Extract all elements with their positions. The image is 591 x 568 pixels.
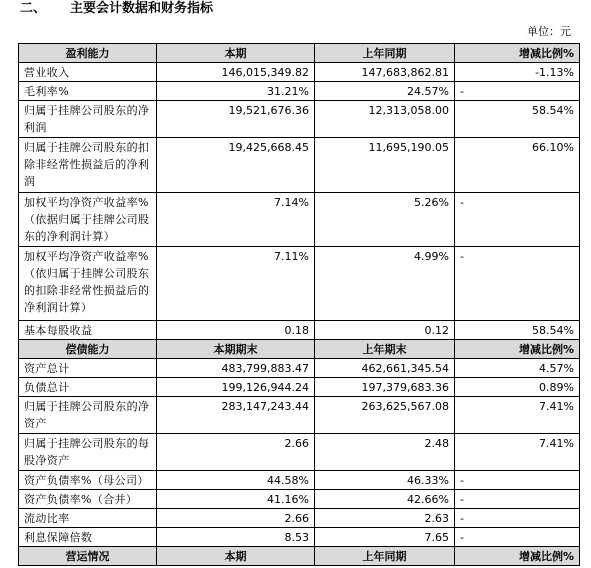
change-value: - (455, 82, 580, 101)
prior-value: 12,313,058.00 (315, 101, 455, 138)
change-value: - (455, 471, 580, 490)
prior-value: 24.57% (315, 82, 455, 101)
current-value: 7.11% (157, 247, 315, 321)
current-value: 483,799,883.47 (157, 359, 315, 378)
current-value: 7.14% (157, 193, 315, 247)
prior-value: 5.26% (315, 193, 455, 247)
section-title: 主要会计数据和财务指标 (70, 1, 214, 16)
prior-value: 197,379,683.36 (315, 378, 455, 397)
change-value: 58.54% (455, 101, 580, 138)
current-value: 0.18 (157, 321, 315, 340)
row-label: 毛利率% (19, 82, 157, 101)
header-cell: 偿债能力 (19, 340, 157, 359)
current-value: 44.58% (157, 471, 315, 490)
current-value: 31.21% (157, 82, 315, 101)
header-cell: 上年同期 (315, 44, 455, 63)
table-row (19, 101, 580, 138)
current-value: 146,015,349.82 (157, 63, 315, 82)
current-value: 41.16% (157, 490, 315, 509)
prior-value: 46.33% (315, 471, 455, 490)
row-label: 加权平均净资产收益率%（依据归属于挂牌公司股东的净利润计算） (19, 193, 157, 247)
table-header-operations (19, 547, 580, 566)
prior-value: 11,695,190.05 (315, 138, 455, 193)
header-cell: 营运情况 (19, 547, 157, 566)
current-value: 199,126,944.24 (157, 378, 315, 397)
row-label: 归属于挂牌公司股东的扣除非经常性损益后的净利润 (19, 138, 157, 193)
header-cell: 上年同期 (315, 547, 455, 566)
prior-value: 42.66% (315, 490, 455, 509)
current-value: 8.53 (157, 528, 315, 547)
prior-value: 462,661,345.54 (315, 359, 455, 378)
row-label: 利息保障倍数 (19, 528, 157, 547)
table-row (19, 490, 580, 509)
header-cell: 增减比例% (455, 340, 580, 359)
prior-value: 147,683,862.81 (315, 63, 455, 82)
current-value: 19,521,676.36 (157, 101, 315, 138)
current-value: 2.66 (157, 434, 315, 471)
current-value: 19,425,668.45 (157, 138, 315, 193)
change-value: - (455, 509, 580, 528)
change-value: - (455, 490, 580, 509)
header-cell: 本期期末 (157, 340, 315, 359)
table-row (19, 397, 580, 434)
table-row (19, 193, 580, 247)
change-value: 58.54% (455, 321, 580, 340)
table-row (19, 509, 580, 528)
header-cell: 增减比例% (455, 44, 580, 63)
table-row (19, 528, 580, 547)
change-value: -1.13% (455, 63, 580, 82)
financial-indicators-table (18, 43, 580, 566)
current-value: 2.66 (157, 509, 315, 528)
row-label: 资产负债率%（合并） (19, 490, 157, 509)
row-label: 流动比率 (19, 509, 157, 528)
header-cell: 本期 (157, 547, 315, 566)
change-value: - (455, 528, 580, 547)
change-value: 7.41% (455, 397, 580, 434)
prior-value: 263,625,567.08 (315, 397, 455, 434)
row-label: 归属于挂牌公司股东的净利润 (19, 101, 157, 138)
table-row (19, 247, 580, 321)
row-label: 负债总计 (19, 378, 157, 397)
table-header-solvency (19, 340, 580, 359)
unit-label: 单位：元 (527, 25, 571, 38)
prior-value: 2.48 (315, 434, 455, 471)
row-label: 营业收入 (19, 63, 157, 82)
table-row (19, 63, 580, 82)
change-value: 66.10% (455, 138, 580, 193)
table-row (19, 434, 580, 471)
change-value: 4.57% (455, 359, 580, 378)
row-label: 加权平均净资产收益率%（依归属于挂牌公司股东的扣除非经常性损益后的净利润计算） (19, 247, 157, 321)
header-cell: 增减比例% (455, 547, 580, 566)
table-row (19, 321, 580, 340)
table-row (19, 378, 580, 397)
section-number: 二、 (20, 1, 47, 16)
change-value: 0.89% (455, 378, 580, 397)
row-label: 基本每股收益 (19, 321, 157, 340)
row-label: 归属于挂牌公司股东的每股净资产 (19, 434, 157, 471)
header-cell: 本期 (157, 44, 315, 63)
change-value: - (455, 193, 580, 247)
row-label: 资产负债率%（母公司） (19, 471, 157, 490)
table-row (19, 359, 580, 378)
prior-value: 0.12 (315, 321, 455, 340)
prior-value: 2.63 (315, 509, 455, 528)
header-cell: 上年期末 (315, 340, 455, 359)
change-value: - (455, 247, 580, 321)
table-row (19, 138, 580, 193)
change-value: 7.41% (455, 434, 580, 471)
prior-value: 7.65 (315, 528, 455, 547)
table-row (19, 471, 580, 490)
header-cell: 盈利能力 (19, 44, 157, 63)
prior-value: 4.99% (315, 247, 455, 321)
table-header-profitability (19, 44, 580, 63)
row-label: 归属于挂牌公司股东的净资产 (19, 397, 157, 434)
current-value: 283,147,243.44 (157, 397, 315, 434)
row-label: 资产总计 (19, 359, 157, 378)
table-row (19, 82, 580, 101)
section-heading (20, 0, 213, 20)
